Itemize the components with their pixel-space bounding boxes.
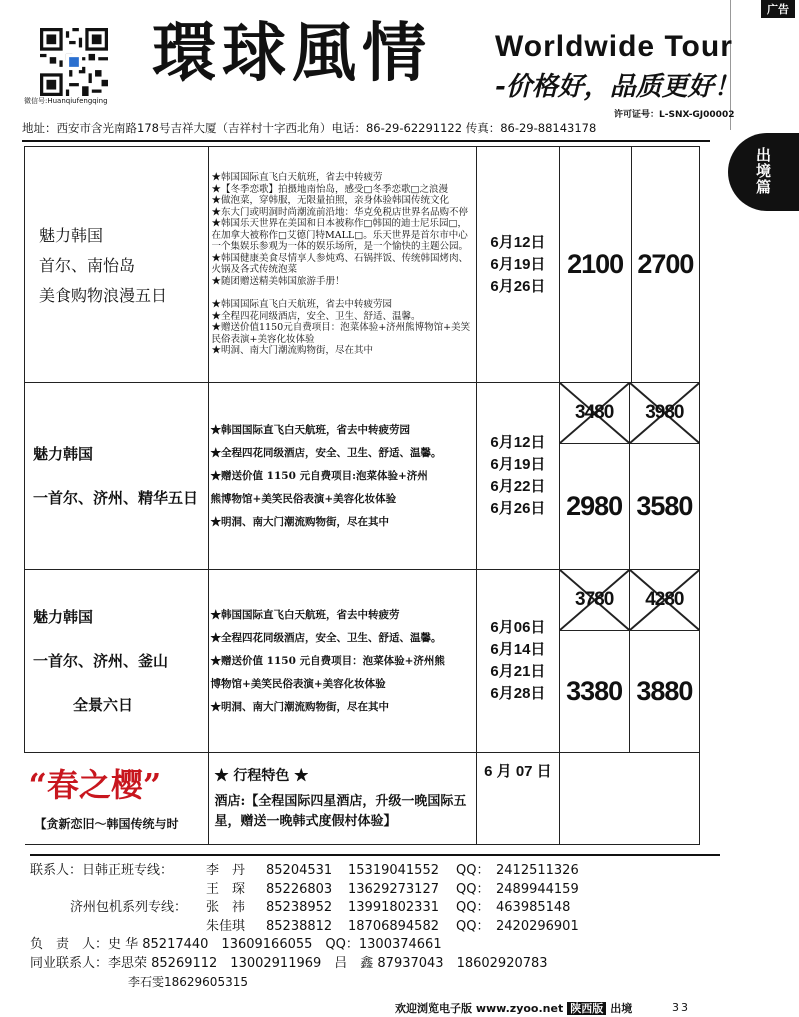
price-cell (559, 383, 699, 570)
desc-line: ★赠送价值 1150 元自费项目:泡菜体验+济州 (210, 469, 428, 482)
qq-label: QQ： (456, 881, 490, 897)
price-2: 3880 (636, 676, 693, 706)
contact-qq: 463985148 (496, 900, 571, 915)
price-cell (559, 753, 699, 845)
footer-text: 欢迎浏览电子版 www.zyoo.net (395, 1002, 564, 1015)
license-number: 许可证号：L-SNX-GJ00002 (614, 110, 735, 120)
tour-name-line: 全景六日 (73, 696, 134, 714)
desc-line: ★韩国健康美食尽情享人参炖鸡、石锅拌饭、传统韩国烤肉、火锅及各式传统泡菜 (211, 252, 469, 276)
tour-dates-cell (477, 570, 559, 753)
desc-line: ★东大门或明洞时尚潮流前沿地：华克免税店世界名品购不停 (211, 206, 469, 218)
desc-line: ★韩国国际直飞白天航班，省去中转疲劳园 (211, 299, 393, 311)
tour-name-line: 一首尔、济州、精华五日 (33, 489, 199, 507)
price-cell (559, 570, 699, 753)
desc-line: 博物馆+美笑民俗表演+美容化妆体验 (210, 677, 386, 690)
contact-qq: 2420296901 (496, 918, 579, 934)
desc-line: ★随团赠送精美韩国旅游手册！ (211, 275, 345, 287)
tour-dates-cell (477, 753, 559, 845)
footer-edition: 陕西版 (567, 1002, 606, 1015)
tour-name-cell (25, 570, 209, 753)
contact-row (30, 881, 720, 900)
tour-row (25, 383, 700, 570)
tour-row (25, 753, 700, 845)
contact-label: 济州包机系列专线： (70, 900, 188, 915)
tour-desc-cell (208, 147, 477, 383)
contact-name: 李 丹 (206, 863, 246, 878)
contacts-block (30, 854, 720, 992)
desc-line: ★全程四花同级酒店，安全、卫生、舒适、温馨。 (210, 446, 442, 459)
footer-section: 出境 (610, 1002, 633, 1015)
desc-line: ★明洞、南大门潮流购物街，尽在其中 (210, 515, 390, 528)
spring-title: “春之樱” (28, 766, 162, 804)
desc-line: ★全程四花同级酒店，安全、卫生、舒适、温馨。 (211, 310, 421, 322)
section-tab (728, 133, 799, 211)
tour-name-line: 魅力韩国 (39, 225, 104, 245)
desc-line: ★赠送价值 1150 元自费项目：泡菜体验+济州熊 (210, 654, 445, 667)
departure-date: 6月12日 (490, 434, 546, 451)
contact-name: 张 祎 (206, 900, 246, 915)
departure-date: 6 月 07 日 (484, 763, 552, 780)
address-line: 地址：西安市含光南路178号吉祥大厦（吉祥村十字西北角）电话：86-29-62291122 传真：86-29-88143178 (22, 120, 710, 142)
contact-mobile: 18706894582 (348, 918, 439, 934)
departure-date: 6月14日 (490, 641, 546, 658)
departure-date: 6月19日 (490, 456, 546, 473)
tour-table (24, 146, 700, 845)
qq-label: QQ： (456, 900, 490, 915)
feature-text: 酒店:【全程国际四星酒店，升级一晚国际五星，赠送一晚韩式度假村体验】 (214, 793, 467, 829)
desc-line: ★明洞、南大门潮流购物街，尽在其中 (211, 345, 374, 357)
desc-line: ★韩国国际直飞白天航班，省去中转疲劳园 (210, 423, 411, 436)
desc-line: ★韩国国际直飞白天航班，省去中转疲劳 (210, 608, 400, 621)
contact-phone: 85204531 (266, 863, 333, 878)
section-tab-char: 境 (755, 162, 771, 181)
contact-phone: 85238952 (266, 900, 333, 915)
spring-subtitle: 【贪新恋旧～韩国传统与时 (34, 817, 179, 831)
brand-english: Worldwide Tour (495, 30, 733, 63)
desc-line: ★【冬季恋歌】拍摄地南怡岛，感受□冬季恋歌□之浪漫 (211, 183, 448, 195)
price-1: 3380 (560, 631, 630, 752)
ad-tag: 广告 (761, 0, 795, 18)
tour-dates-cell (477, 383, 559, 570)
old-price-1: 3480 (575, 402, 614, 423)
desc-line: ★明洞、南大门潮流购物街，尽在其中 (210, 700, 390, 713)
tour-desc-cell (208, 753, 477, 845)
tour-name-cell (25, 383, 209, 570)
price-2: 3580 (636, 491, 693, 521)
brand-slogan: -价格好，品质更好！ (495, 72, 740, 102)
contact-qq: 2412511326 (496, 863, 579, 878)
contact-phone: 85238812 (266, 918, 333, 934)
desc-line: ★韩国国际直飞白天航班，省去中转疲劳 (211, 172, 383, 184)
contact-label: 联系人：日韩正班专线： (30, 863, 174, 878)
contact-mobile: 13991802331 (348, 900, 439, 915)
contact-name: 朱佳琪 (206, 918, 246, 934)
desc-line: 熊博物馆+美笑民俗表演+美容化妆体验 (210, 492, 397, 505)
contact-qq: 2489944159 (496, 881, 579, 897)
qr-code-icon (38, 28, 110, 96)
old-price-2: 4280 (645, 589, 684, 610)
tour-name-cell (25, 147, 209, 383)
tour-desc-cell (208, 570, 477, 753)
brand-title: 環球風情 (152, 16, 432, 91)
desc-line: ★做泡菜，穿韩服，无限量拍照，亲身体验韩国传统文化 (211, 195, 450, 207)
page-number: 33 (672, 1001, 690, 1014)
contact-phone: 85226803 (266, 881, 333, 897)
tour-name-cell (25, 753, 209, 845)
departure-date: 6月26日 (490, 500, 546, 517)
section-tab-char: 出 (755, 146, 771, 165)
departure-date: 6月12日 (490, 233, 546, 251)
contact-mobile: 15319041552 (348, 863, 439, 878)
tour-row (25, 147, 700, 383)
contact-row (30, 862, 720, 881)
feature-heading: ★ 行程特色 ★ (214, 767, 309, 784)
departure-date: 6月21日 (490, 663, 546, 680)
departure-date: 6月06日 (490, 619, 546, 636)
contact-row (30, 899, 720, 918)
tour-name-line: 魅力韩国 (33, 445, 94, 463)
departure-date: 6月19日 (490, 255, 546, 273)
price-1: 2980 (560, 444, 630, 569)
peer-contact-line-2: 李石雯18629605315 (128, 975, 248, 989)
tour-name-line: 美食购物浪漫五日 (39, 285, 168, 305)
desc-line: ★全程四花同级酒店，安全、卫生、舒适、温馨。 (210, 631, 442, 644)
price-2: 2700 (631, 147, 699, 383)
price-1: 2100 (559, 147, 631, 383)
tour-name-line: 首尔、南怡岛 (39, 255, 136, 275)
desc-line: ★韩国乐天世界在美国和日本被称作□韩国的迪士尼乐园□，在加拿大被称作□艾德门特MALL□。乐天世界是首尔市中心一个集娱乐参观为一体的娱乐场所，是一个愉快的主题公园。 (211, 218, 469, 253)
desc-line: ★赠送价值1150元自费项目：泡菜体验+济州熊博物馆+美笑民俗表演+美容化妆体验 (211, 322, 471, 345)
tour-desc-cell (208, 383, 477, 570)
departure-date: 6月22日 (490, 478, 546, 495)
section-tab-char: 篇 (755, 177, 771, 196)
footer (395, 1000, 632, 1016)
departure-date: 6月26日 (490, 277, 546, 295)
manager-line: 负 责 人：史 华 85217440 13609166055 QQ：1300374661 (30, 937, 442, 952)
tour-name-line: 一首尔、济州、釜山 (33, 652, 169, 670)
qq-label: QQ： (456, 918, 490, 934)
tour-dates-cell (477, 147, 559, 383)
contact-row (30, 918, 720, 937)
qq-label: QQ： (456, 863, 490, 878)
contact-mobile: 13629273127 (348, 881, 439, 897)
tour-name-line: 魅力韩国 (33, 608, 94, 626)
old-price-1: 3780 (575, 589, 614, 610)
contact-name: 王 琛 (206, 881, 246, 897)
wechat-id: 微信号:Huanqiufengqing (24, 97, 108, 105)
peer-contact-line: 同业联系人：李思荣 85269112 13002911969 吕 鑫 87937043 18602920783 (30, 955, 548, 971)
tour-row (25, 570, 700, 753)
departure-date: 6月28日 (490, 685, 546, 702)
old-price-2: 3980 (645, 402, 684, 423)
